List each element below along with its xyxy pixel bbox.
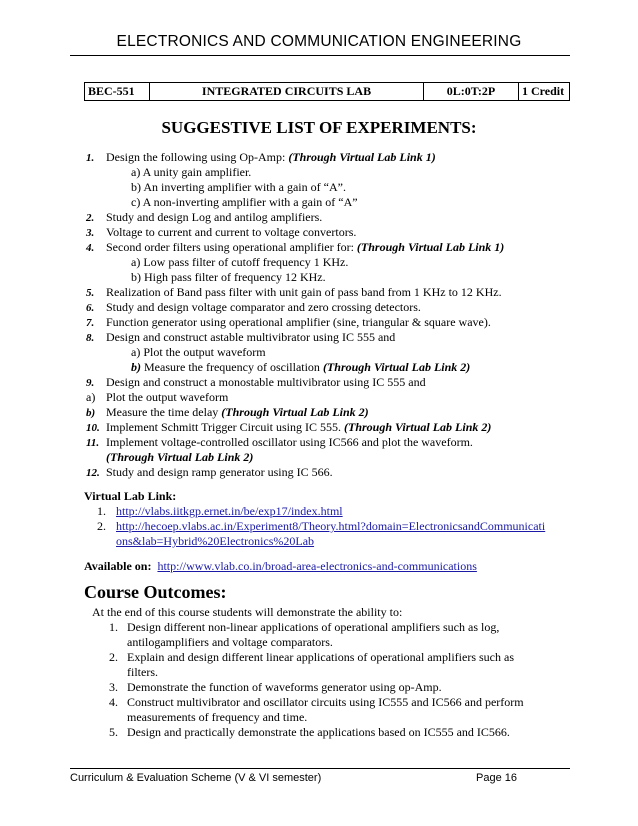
header-rule [70, 55, 570, 56]
list-number: 1. [109, 620, 118, 634]
outcomes-intro: At the end of this course students will demonstrate the ability to: [92, 605, 403, 619]
lab-link-ref: (Through Virtual Lab Link 2) [221, 405, 369, 419]
lab-link-ref: (Through Virtual Lab Link 1) [288, 150, 436, 164]
page-number: Page 16 [476, 772, 517, 784]
list-number: 4. [86, 242, 95, 254]
list-number: 3. [109, 680, 118, 694]
list-item: Implement voltage-controlled oscillator using IC566 and plot the waveform. [106, 435, 473, 449]
sub-item: a) A unity gain amplifier. [131, 165, 252, 179]
list-number: 10. [86, 422, 100, 434]
department-title: ELECTRONICS AND COMMUNICATION ENGINEERING [116, 33, 522, 50]
outcome-item: Demonstrate the function of waveforms generator using op-Amp. [127, 680, 442, 694]
list-number: a) [86, 390, 96, 404]
sub-item: b) High pass filter of frequency 12 KHz. [131, 270, 326, 284]
list-number: 1. [86, 152, 95, 164]
list-number: 8. [86, 332, 95, 344]
item-text: Implement Schmitt Trigger Circuit using IC 555. [106, 420, 344, 434]
list-item: Realization of Band pass filter with unit gain of pass band from 1 KHz to 12 KHz. [106, 285, 502, 299]
list-number: 5. [109, 725, 118, 739]
virtual-lab-link-2[interactable]: http://hecoep.vlabs.ac.in/Experiment8/Theory.html?domain=ElectronicsandCommunicati [116, 519, 546, 533]
list-number: 2. [109, 650, 118, 664]
list-item: Study and design ramp generator using IC 566. [106, 465, 333, 479]
list-number: 9. [86, 377, 95, 389]
list-item: Voltage to current and current to voltage convertors. [106, 225, 357, 239]
experiments-heading: SUGGESTIVE LIST OF EXPERIMENTS: [161, 118, 477, 137]
course-code: BEC-551 [85, 83, 150, 101]
outcome-item: Construct multivibrator and oscillator circuits using IC555 and IC566 and perform [127, 695, 524, 709]
sub-item [131, 360, 470, 375]
lab-link-ref: (Through Virtual Lab Link 2) [344, 420, 492, 434]
sub-item: c) A non-inverting amplifier with a gain of “A” [131, 195, 358, 209]
outcome-item: Explain and design different linear applications of operational amplifiers such as [127, 650, 514, 664]
list-item [106, 150, 436, 165]
lab-link-ref: (Through Virtual Lab Link 1) [356, 240, 505, 254]
course-ltp: 0L:0T:2P [424, 83, 519, 101]
list-number: 4. [109, 695, 118, 709]
list-item: Design and construct astable multivibrator using IC 555 and [106, 330, 396, 344]
outcome-item-cont: filters. [127, 665, 158, 679]
item-text: Design the following using Op-Amp: [106, 150, 289, 164]
list-number: 6. [86, 302, 95, 314]
sub-item: a) Low pass filter of cutoff frequency 1 KHz. [131, 255, 349, 269]
available-on-line [84, 559, 477, 574]
sub-item: a) Plot the output waveform [131, 345, 266, 359]
list-number: b) [86, 407, 96, 419]
list-number: 5. [86, 287, 95, 299]
footer-left: Curriculum & Evaluation Scheme (V & VI semester) [70, 772, 322, 784]
footer-rule [70, 768, 570, 769]
list-number: 11. [86, 437, 100, 449]
list-item: Design and construct a monostable multivibrator using IC 555 and [106, 375, 426, 389]
outcome-item: Design different non-linear applications of operational amplifiers such as log, [127, 620, 500, 634]
outcome-item-cont: antilogamplifiers and voltage comparators. [127, 635, 333, 649]
sub-item-label: b) [131, 360, 141, 374]
list-number: 1. [97, 504, 106, 518]
virtual-lab-title: Virtual Lab Link: [84, 489, 177, 503]
course-credit: 1 Credit [519, 83, 570, 101]
list-item: Plot the output waveform [106, 390, 229, 404]
virtual-lab-link-2-cont[interactable]: ons&lab=Hybrid%20Electronics%20Lab [116, 534, 315, 548]
item-text: Measure the time delay [106, 405, 222, 419]
list-item [106, 240, 504, 255]
list-item [106, 420, 491, 435]
course-info-table [84, 82, 570, 101]
list-number: 3. [86, 227, 95, 239]
lab-link-ref: (Through Virtual Lab Link 2) [106, 450, 254, 464]
course-name: INTEGRATED CIRCUITS LAB [150, 83, 424, 101]
list-item: Study and design voltage comparator and zero crossing detectors. [106, 300, 421, 314]
vlab-link[interactable]: http://www.vlab.co.in/broad-area-electronics-and-communications [157, 559, 477, 573]
list-item: Function generator using operational amplifier (sine, triangular & square wave). [106, 315, 491, 329]
course-info-row [85, 83, 570, 101]
list-item [106, 405, 369, 420]
available-label: Available on: [84, 559, 152, 573]
list-number: 12. [86, 467, 100, 479]
virtual-lab-link-1[interactable]: http://vlabs.iitkgp.ernet.in/be/exp17/index.html [116, 504, 343, 518]
lab-link-ref: (Through Virtual Lab Link 2) [322, 360, 471, 374]
outcome-item: Design and practically demonstrate the applications based on IC555 and IC566. [127, 725, 510, 739]
course-outcomes-title: Course Outcomes: [84, 582, 227, 602]
outcome-item-cont: measurements of frequency and time. [127, 710, 308, 724]
list-number: 2. [86, 212, 95, 224]
sub-item: b) An inverting amplifier with a gain of “A”. [131, 180, 346, 194]
item-text: Second order filters using operational amplifier for: [106, 240, 357, 254]
list-number: 7. [86, 317, 95, 329]
item-text: Measure the frequency of oscillation [141, 360, 323, 374]
list-number: 2. [97, 519, 106, 533]
list-item: Study and design Log and antilog amplifiers. [106, 210, 323, 224]
